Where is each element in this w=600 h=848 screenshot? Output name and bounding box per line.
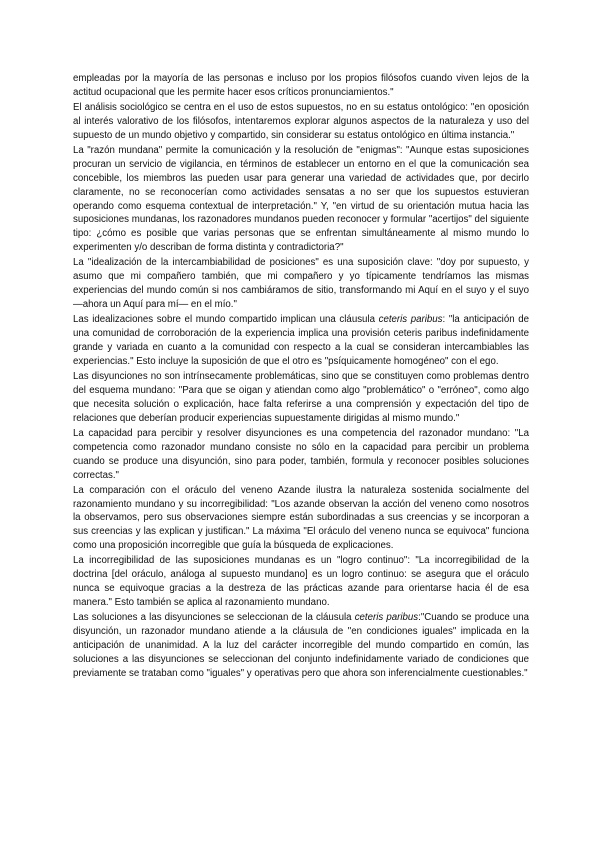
paragraph bbox=[73, 101, 529, 143]
text-span: empleadas por la mayoría de las personas e incluso por los propios filósofos cuando viven lejos de la actitud ocupacional que les permite hacer esos críticos pronunciamientos." bbox=[73, 73, 529, 98]
text-span: La "razón mundana" permite la comunicación y la resolución de "enigmas": "Aunque estas suposiciones procuran un servicio de vigilancia, en términos de establecer un entorno en el que la comunicación sea concebible, los miembros las pueden usar para generar una variedad de actividades que, por decirlo claramente, no se reconocerían como actividades sensatas a no ser que los supuestos estuvieran operando como esquema contextual de interpretación." Y, "en virtud de su orientación mutua hacia las suposiciones mundanas, los razonadores mundanos pueden reconocer y formular "acertijos" del siguiente tipo: ¿cómo es posible que varias personas que se enfrentan simultáneamente al mismo mundo lo experimenten y/o describan de forma distinta y contradictoria?" bbox=[73, 144, 529, 254]
text-span: La incorregibilidad de las suposiciones mundanas es un "logro continuo": "La incorregibilidad de la doctrina [del oráculo, análoga al supuesto mundano] es un logro continuo: se asegura que el oráculo nunca se equivoque gracias a la destreza de las prácticas azande para orientarse hacia él de esa manera." Esto también se aplica al razonamiento mundano. bbox=[73, 555, 529, 609]
paragraph bbox=[73, 313, 529, 369]
document-page bbox=[73, 72, 529, 682]
text-span: Las soluciones a las disyunciones se seleccionan de la cláusula bbox=[73, 612, 355, 624]
paragraph bbox=[73, 427, 529, 483]
paragraph bbox=[73, 484, 529, 554]
italic-term: ceteris paribus bbox=[354, 612, 419, 624]
italic-term: ceteris paribus bbox=[378, 314, 443, 326]
text-span: La "idealización de la intercambiabilidad de posiciones" es una suposición clave: "doy por supuesto, y asumo que mi compañero también, que mi compañero y yo típicamente tendríamos las mismas experiencias del mundo común si nos cambiáramos de sitio, transformando mi Aquí en el suyo y el suyo —ahora un Aquí para mí— en el mío." bbox=[73, 257, 529, 311]
paragraph bbox=[73, 370, 529, 426]
text-span: Las idealizaciones sobre el mundo compartido implican una cláusula bbox=[73, 314, 379, 326]
paragraph bbox=[73, 72, 529, 100]
text-span: :"Cuando se produce una disyunción, un razonador mundano atiende a la cláusula de "en condiciones iguales" implicada en la anticipación de unanimidad. A la luz del carácter incorregible del mundo compartido en común, las soluciones a las disyunciones se seleccionan del conjunto indefinidamente variado de condiciones que previamente se trataban como "iguales" y operativas pero que ahora son inferencialmente cuestionables." bbox=[73, 612, 529, 679]
text-span: El análisis sociológico se centra en el uso de estos supuestos, no en su estatus ontológico: "en oposición al interés valorativo de los filósofos, intentaremos explorar algunos aspectos de la naturaleza y uso del supuesto de un mundo objetivo y compartido, sin considerar su estatus ontológico en última instancia." bbox=[73, 102, 529, 141]
text-span: La comparación con el oráculo del veneno Azande ilustra la naturaleza sostenida socialmente del razonamiento mundano y su incorregibilidad: "Los azande observan la acción del veneno como nosotros la observamos, pero sus observaciones siempre están subordinadas a sus creencias y se incorporan a sus creencias y las explican y justifican." La máxima "El oráculo del veneno nunca se equivoca" funciona como una proposición incorregible que guía la búsqueda de explicaciones. bbox=[73, 484, 529, 552]
text-span: Las disyunciones no son intrínsecamente problemáticas, sino que se constituyen como problemas dentro del esquema mundano: "Para que se oigan y atiendan como algo "problemático" o "erróneo", como algo que necesita solución o explicación, hace falta referirse a una comprensión y expectación del tipo de relaciones que deberían producir experiencias supuestamente dirigidas al mismo mundo." bbox=[73, 370, 529, 424]
paragraph bbox=[73, 256, 529, 312]
paragraph bbox=[73, 554, 529, 610]
paragraph bbox=[73, 144, 529, 255]
text-span: : "la anticipación de una comunidad de corroboración de la experiencia implica una provisión ceteris paribus indefinidamente grande y variada en cuanto a la comunidad con respecto a la cual se consideran intercambiables las experiencias." Esto incluye la suposición de que el otro es "psíquicamente homogéneo" con el ego. bbox=[73, 314, 529, 367]
text-span: La capacidad para percibir y resolver disyunciones es una competencia del razonador mundano: "La competencia como razonador mundano consiste no sólo en la capacidad para percibir un problema cuando se produce una disyunción, sino para poder, también, formula y reconocer posibles soluciones correctas." bbox=[73, 427, 529, 481]
paragraph bbox=[73, 611, 529, 681]
